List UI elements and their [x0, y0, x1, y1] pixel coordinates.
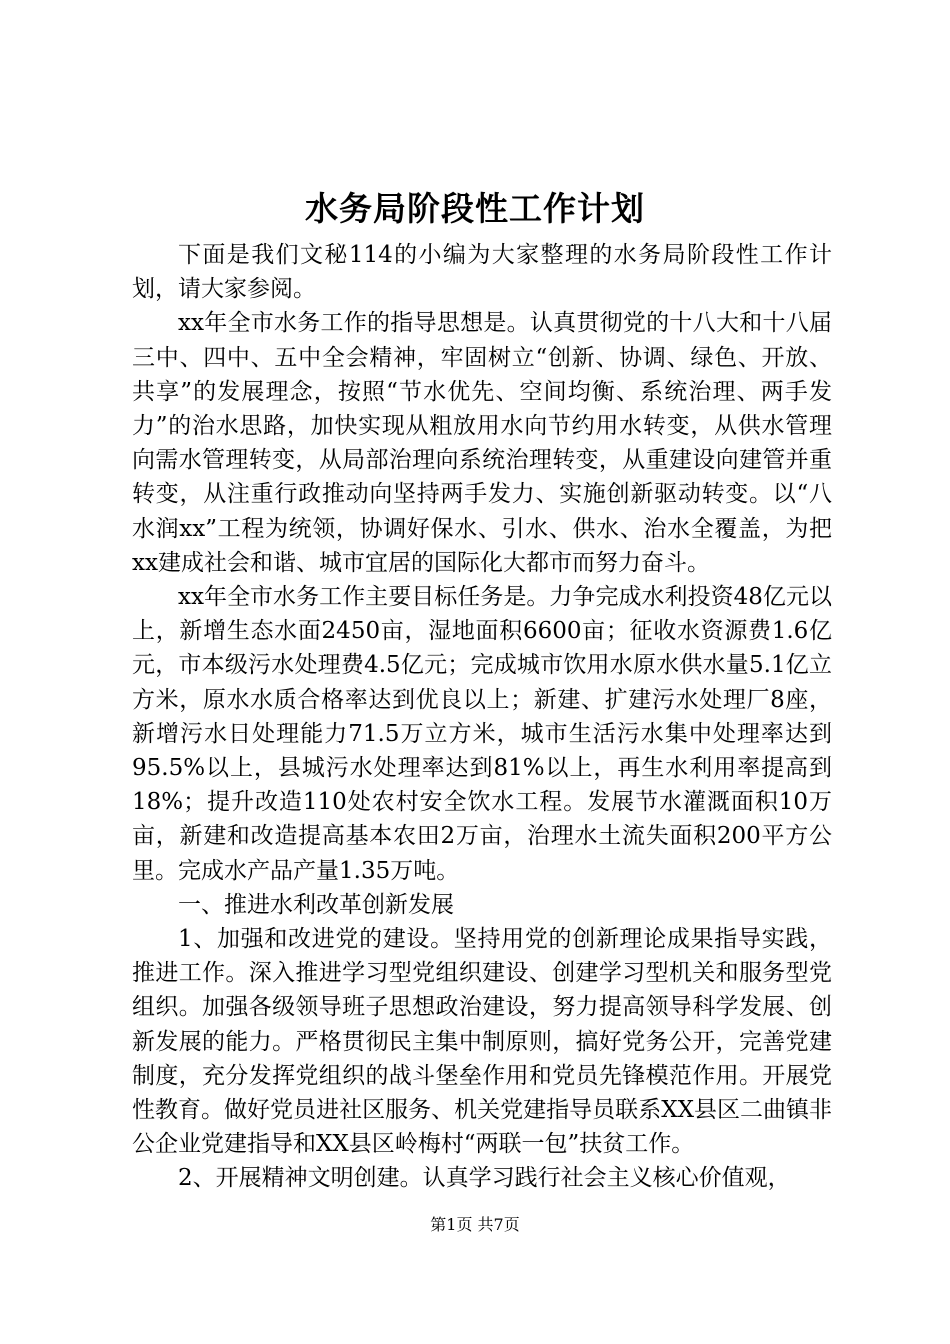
paragraph-guiding-ideology: xx年全市水务工作的指导思想是。认真贯彻党的十八大和十八届三中、四中、五中全会精神，牢固树立“创新、协调、绿色、开放、共享”的发展理念，按照“节水优先、空间均衡、系统治理、两手发力”的治水思路，加快实现从粗放用水向节约用水转变，从供水管理向需水管理转变，从局部治理向系统治理转变，从重建设向建管并重转变，从注重行政推动向坚持两手发力、实施创新驱动转变。以“八水润xx”工程为统领，协调好保水、引水、供水、治水全覆盖，为把xx建成社会和谐、城市宜居的国际化大都市而努力奋斗。: [132, 310, 832, 576]
paragraph-main-targets: xx年全市水务工作主要目标任务是。力争完成水利投资48亿元以上，新增生态水面2450亩，湿地面积6600亩；征收水资源费1.6亿元，市本级污水处理费4.5亿元；完成城市饮用水原水供水量5.1亿立方米，原水水质合格率达到优良以上；新建、扩建污水处理厂8座，新增污水日处理能力71.5万立方米，城市生活污水集中处理率达到95.5%以上，县城污水处理率达到81%以上，再生水利用率提高到18%；提升改造110处农村安全饮水工程。发展节水灌溉面积10万亩，新建和改造提高基本农田2万亩，治理水土流失面积200平方公里。完成水产品产量1.35万吨。: [132, 584, 832, 884]
section-heading-reform: 一、推进水利改革创新发展: [178, 891, 454, 918]
document-title: 水务局阶段性工作计划: [305, 189, 645, 228]
paragraph-intro: 下面是我们文秘114的小编为大家整理的水务局阶段性工作计划，请大家参阅。: [132, 242, 832, 303]
document-body: [132, 238, 832, 1196]
paragraph-party-building: 1、加强和改进党的建设。坚持用党的创新理论成果指导实践，推进工作。深入推进学习型党组织建设、创建学习型机关和服务型党组织。加强各级领导班子思想政治建设，努力提高领导科学发展、创新发展的能力。严格贯彻民主集中制原则，搞好党务公开，完善党建制度，充分发挥党组织的战斗堡垒作用和党员先锋模范作用。开展党性教育。做好党员进社区服务、机关党建指导员联系XX县区二曲镇非公企业党建指导和XX县区岭梅村“两联一包”扶贫工作。: [132, 926, 832, 1158]
paragraph-spiritual-civilization: 2、开展精神文明创建。认真学习践行社会主义核心价值观，: [178, 1165, 791, 1192]
page-footer: 第1页 共7页: [430, 1215, 520, 1234]
